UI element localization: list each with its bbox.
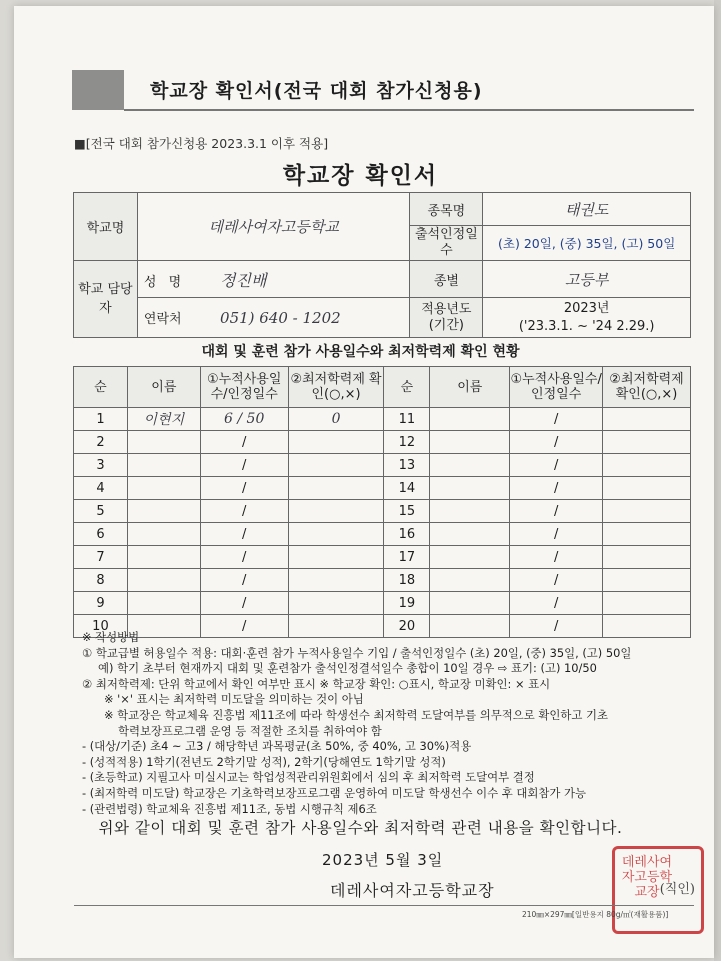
academic-check bbox=[603, 569, 691, 592]
academic-check bbox=[288, 592, 384, 615]
contact-row bbox=[137, 298, 410, 338]
table-row bbox=[74, 431, 691, 454]
category-label: 종별 bbox=[410, 261, 483, 298]
attendance-value: (초) 20일, (중) 35일, (고) 50일 bbox=[483, 226, 691, 261]
table-row bbox=[74, 592, 691, 615]
instruction-line: 예) 학기 초부터 현재까지 대회 및 훈련참가 출석인정결석일수 총합이 10일 경우 ⇨ 표기: (고) 10/50 bbox=[98, 661, 597, 676]
instruction-line: ① 학교급별 허용일수 적용: 대회·훈련 참가 누적사용일수 기입 / 출석인정일수 (초) 20일, (중) 35일, (고) 50일 bbox=[82, 645, 632, 660]
header-accent-block bbox=[72, 70, 124, 110]
academic-check bbox=[603, 477, 691, 500]
days-used: / bbox=[510, 615, 603, 638]
footer-rule bbox=[74, 905, 694, 906]
col-check-right: ②최저학력제 확인(○,×) bbox=[603, 367, 691, 408]
row-number: 8 bbox=[74, 569, 128, 592]
instruction-line: - (초등학교) 지필고사 미실시교는 학업성적관리위원회에서 심의 후 최저학력 도달여부 결정 bbox=[82, 770, 535, 785]
contact-label: 연락처 bbox=[143, 312, 182, 327]
applicability-note: ■[전국 대회 참가신청용 2023.3.1 이후 적용] bbox=[74, 136, 329, 151]
name-label: 성 명 bbox=[143, 274, 186, 290]
row-number: 2 bbox=[74, 431, 128, 454]
academic-check bbox=[288, 523, 384, 546]
athlete-name bbox=[430, 569, 510, 592]
days-used: / bbox=[510, 546, 603, 569]
event-label: 종목명 bbox=[410, 193, 483, 226]
row-number: 14 bbox=[384, 477, 430, 500]
row-number: 19 bbox=[384, 592, 430, 615]
row-number: 1 bbox=[74, 408, 128, 431]
school-label: 학교명 bbox=[74, 193, 138, 261]
athlete-name bbox=[430, 546, 510, 569]
col-name: 이름 bbox=[127, 367, 200, 408]
table-row bbox=[74, 408, 691, 431]
academic-check bbox=[288, 477, 384, 500]
academic-check bbox=[603, 431, 691, 454]
academic-check bbox=[603, 523, 691, 546]
days-used: / bbox=[510, 523, 603, 546]
issue-date: 2023년 5월 3일 bbox=[322, 851, 444, 869]
days-used: / bbox=[510, 592, 603, 615]
seal-suffix: (직인) bbox=[659, 882, 695, 897]
days-used: / bbox=[200, 477, 288, 500]
days-used: / bbox=[200, 569, 288, 592]
row-number: 20 bbox=[384, 615, 430, 638]
academic-check bbox=[288, 546, 384, 569]
instruction-line: - (성적적용) 1학기(전년도 2학기말 성적), 2학기(당해연도 1학기말 성적) bbox=[82, 754, 446, 769]
col-name-right: 이름 bbox=[430, 367, 510, 408]
athlete-name bbox=[127, 523, 200, 546]
row-number: 9 bbox=[74, 592, 128, 615]
days-used: / bbox=[510, 569, 603, 592]
row-number: 18 bbox=[384, 569, 430, 592]
confirmation-text: 위와 같이 대회 및 훈련 참가 사용일수와 최저학력 관련 내용을 확인합니다. bbox=[98, 819, 623, 837]
instructions-title: ※ 작성방법 bbox=[82, 630, 140, 644]
row-number: 17 bbox=[384, 546, 430, 569]
academic-check bbox=[288, 569, 384, 592]
table-row bbox=[74, 569, 691, 592]
section-title: 대회 및 훈련 참가 사용일수와 최저학력제 확인 현황 bbox=[201, 344, 520, 360]
year-label: 적용년도 (기간) bbox=[410, 298, 483, 338]
row-number: 16 bbox=[384, 523, 430, 546]
row-number: 7 bbox=[74, 546, 128, 569]
athlete-name: 이현지 bbox=[127, 408, 200, 431]
academic-check: 0 bbox=[288, 408, 384, 431]
days-used: 6 / 50 bbox=[200, 408, 288, 431]
days-used: / bbox=[200, 500, 288, 523]
header-bar bbox=[72, 70, 692, 110]
athlete-name bbox=[430, 408, 510, 431]
days-used: / bbox=[510, 431, 603, 454]
attendance-label: 출석인정일수 bbox=[410, 226, 483, 261]
row-number: 13 bbox=[384, 454, 430, 477]
table-row bbox=[74, 523, 691, 546]
page-title: 학교장 확인서 bbox=[282, 163, 439, 189]
athlete-name bbox=[127, 569, 200, 592]
academic-check bbox=[603, 592, 691, 615]
athlete-name bbox=[127, 546, 200, 569]
athlete-name bbox=[127, 454, 200, 477]
row-number: 4 bbox=[74, 477, 128, 500]
info-table bbox=[73, 192, 691, 338]
col-days: ①누적사용일수/인정일수 bbox=[200, 367, 288, 408]
athlete-name bbox=[430, 592, 510, 615]
table-header-row bbox=[74, 367, 691, 408]
row-number: 11 bbox=[384, 408, 430, 431]
athlete-name bbox=[430, 500, 510, 523]
instruction-line: - (대상/기준) 초4 ~ 고3 / 해당학년 과목평균(초 50%, 중 40%, 고 30%)적용 bbox=[82, 739, 472, 754]
year-cell bbox=[483, 298, 691, 338]
athlete-name bbox=[430, 477, 510, 500]
col-no: 순 bbox=[74, 367, 128, 408]
row-number: 5 bbox=[74, 500, 128, 523]
col-check: ②최저학력제 확인(○,×) bbox=[288, 367, 384, 408]
contact-value: 051) 640 - 1202 bbox=[220, 309, 341, 327]
table-row bbox=[74, 454, 691, 477]
days-used: / bbox=[510, 454, 603, 477]
days-used: / bbox=[200, 615, 288, 638]
col-days-right: ①누적사용일수/인정일수 bbox=[510, 367, 603, 408]
category-value: 고등부 bbox=[483, 261, 691, 298]
row-number: 12 bbox=[384, 431, 430, 454]
row-number: 10 bbox=[74, 615, 128, 638]
school-value: 데레사여자고등학교 bbox=[137, 193, 410, 261]
row-number: 15 bbox=[384, 500, 430, 523]
days-used: / bbox=[200, 546, 288, 569]
days-used: / bbox=[510, 477, 603, 500]
manager-label: 학교 담당자 bbox=[74, 261, 138, 338]
academic-check bbox=[603, 454, 691, 477]
table-row bbox=[74, 477, 691, 500]
athlete-name bbox=[127, 500, 200, 523]
days-used: / bbox=[200, 454, 288, 477]
days-used: / bbox=[200, 592, 288, 615]
athlete-name bbox=[430, 431, 510, 454]
athlete-name bbox=[430, 454, 510, 477]
period-value: ('23.3.1. ~ '24 2.29.) bbox=[518, 318, 655, 334]
days-used: / bbox=[510, 500, 603, 523]
row-number: 3 bbox=[74, 454, 128, 477]
athlete-name bbox=[127, 431, 200, 454]
academic-check bbox=[603, 500, 691, 523]
name-row bbox=[137, 261, 410, 298]
row-number: 6 bbox=[74, 523, 128, 546]
days-used: / bbox=[200, 523, 288, 546]
table-row bbox=[74, 546, 691, 569]
year-value: 2023년 bbox=[563, 300, 610, 316]
academic-check bbox=[288, 454, 384, 477]
instruction-line: 학력보장프로그램 운영 등 적절한 조치를 취하여야 함 bbox=[118, 723, 382, 738]
athlete-name bbox=[127, 592, 200, 615]
instructions bbox=[82, 630, 694, 817]
name-value: 정진배 bbox=[220, 270, 267, 290]
athlete-table bbox=[73, 366, 691, 638]
days-used: / bbox=[510, 408, 603, 431]
academic-check bbox=[603, 408, 691, 431]
instruction-line: ※ 학교장은 학교체육 진흥법 제11조에 따라 학생선수 최저학력 도달여부를 의무적으로 확인하고 기초 bbox=[104, 707, 609, 722]
days-used: / bbox=[200, 431, 288, 454]
academic-check bbox=[288, 431, 384, 454]
academic-check bbox=[288, 500, 384, 523]
table-row bbox=[74, 500, 691, 523]
instruction-line: - (관련법령) 학교체육 진흥법 제11조, 동법 시행규칙 제6조 bbox=[82, 801, 377, 816]
instruction-line: ※ '×' 표시는 최저학력 미도달을 의미하는 것이 아님 bbox=[104, 692, 364, 707]
official-seal bbox=[612, 846, 704, 934]
header-underline bbox=[124, 109, 694, 111]
event-value: 태권도 bbox=[483, 193, 691, 226]
paper-spec: 210㎜×297㎜[일반용지 80g/㎡(재활용품)] bbox=[522, 910, 669, 919]
signer-name: 데레사여자고등학교장 bbox=[330, 881, 495, 900]
instruction-line: - (최저학력 미도달) 학교장은 기초학력보장프로그램 운영하여 미도달 학생선수 이수 후 대회참가 가능 bbox=[82, 785, 586, 800]
athlete-name bbox=[430, 523, 510, 546]
academic-check bbox=[603, 546, 691, 569]
instruction-line: ② 최저학력제: 단위 학교에서 확인 여부만 표시 ※ 학교장 확인: ○표시, 학교장 미확인: × 표시 bbox=[82, 676, 551, 691]
seal-text: 데레사여자고등학교장 bbox=[621, 855, 673, 900]
athlete-name bbox=[127, 477, 200, 500]
header-title: 학교장 확인서(전국 대회 참가신청용) bbox=[150, 80, 483, 102]
col-no-right: 순 bbox=[384, 367, 430, 408]
